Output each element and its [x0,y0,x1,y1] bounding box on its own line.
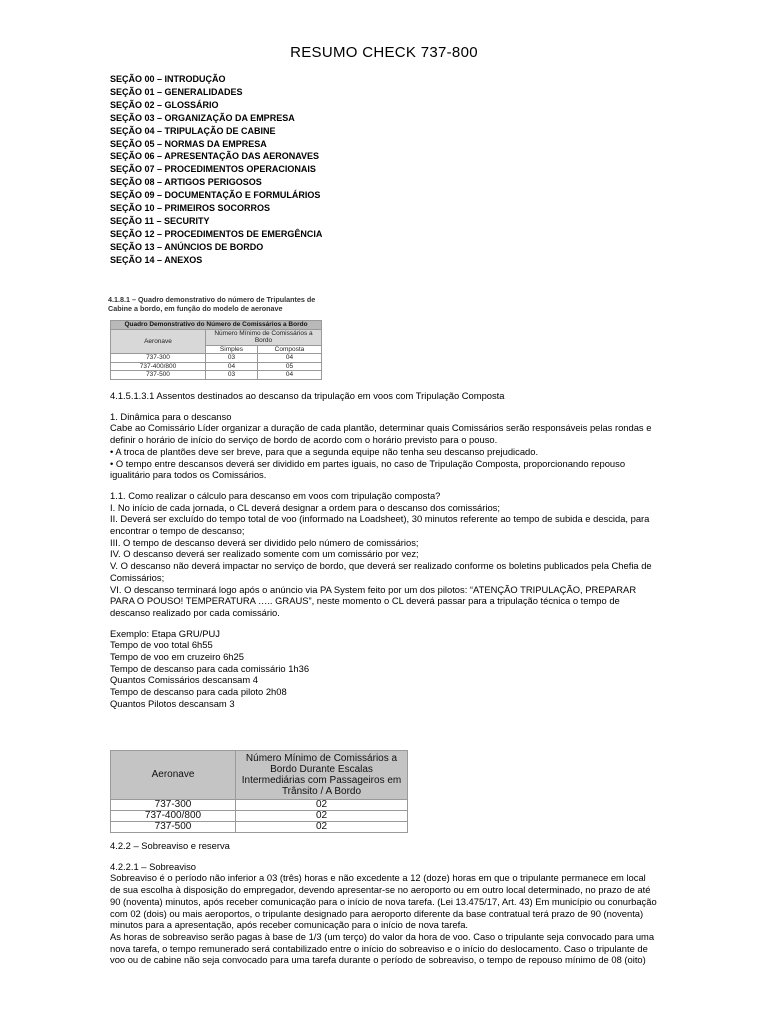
toc-item: SEÇÃO 02 – GLOSSÁRIO [110,99,219,110]
toc-item: SEÇÃO 08 – ARTIGOS PERIGOSOS [110,177,262,188]
toc-item: SEÇÃO 05 – NORMAS DA EMPRESA [110,138,267,149]
table-cell: 04 [257,354,321,363]
table1-col-aeronave: Aeronave [111,329,206,354]
list-item: II. Deverá ser excluído do tempo total de voo (informado na Loadsheet), 30 minutos referente ao tempo de subida e descida, para encontrar o tempo de descanso; [110,513,650,537]
toc-item: SEÇÃO 09 – DOCUMENTAÇÃO E FORMULÁRIOS [110,190,321,201]
section-heading: 4.2.2 – Sobreaviso e reserva [110,840,230,851]
paragraph: Sobreaviso é o período não inferior a 03 (três) horas e não excedente a 12 (doze) horas em que o tripulante permanece em local de sua escolha à disposição do empregador, devendo apresentar-se no aeroporto ou em outro local determinado, no prazo de até 90 (noventa) minutos, após receber comunicação para o início de nova tarefa. (Lei 13.475/17, Art. 43) Em município ou conurbação com 02 (dois) ou mais aeroportos, o tripulante designado para aeroporto diferente da base contratual terá prazo de 90 (noventa) minutos para a apresentação, após receber comunicação para o início de nova tarefa. [110,872,657,931]
table1-caption: 4.1.8.1 – Quadro demonstrativo do número de Tripulantes de Cabine a bordo, em função do modelo de aeronave [108,295,316,313]
table-of-contents [110,73,322,267]
example-line: Tempo de descanso para cada comissário 1h36 [110,662,310,674]
example-line: Quantos Pilotos descansam 3 [110,697,235,709]
table-cell: 04 [206,362,258,371]
table-cell: 737-400/800 [111,362,206,371]
table-cell: 04 [257,371,321,380]
toc-item: SEÇÃO 13 – ANÚNCIOS DE BORDO [110,241,264,252]
table2-col-aeronave: Aeronave [111,751,236,800]
table1-header: Quadro Demonstrativo do Número de Comissários a Bordo [111,321,322,330]
table1-col-composta: Composta [257,345,321,354]
rest-section [110,390,658,710]
paragraph: As horas de sobreaviso serão pagas à base de 1/3 (um terço) do valor da hora de voo. Caso o tripulante seja convocado para uma nova tarefa, o tempo remunerado será contabilizado entre o início do sobreaviso e o início do deslocamento. Caso o tripulante de voo ou de cabine não seja convocado para uma tarefa durante o período de sobreaviso, o tempo de repouso mínimo de 08 (oito) [110,930,655,966]
table-cell: 737-500 [111,371,206,380]
subsection-heading: 1. Dinâmica para o descanso [110,410,232,422]
list-item: V. O descanso não deverá impactar no serviço de bordo, que deverá ser realizado conforme os boletins publicados pela Chefia de Comissários; [110,560,652,583]
toc-item: SEÇÃO 14 – ANEXOS [110,254,203,265]
subsection-heading: 1.1. Como realizar o cálculo para descanso em voos com tripulação composta? [110,489,441,501]
table-cell: 02 [236,811,408,822]
table1-col-minimo: Número Mínimo de Comissários a Bordo [206,329,322,345]
list-item: VI. O descanso terminará logo após o anúncio via PA System feito por um dos pilotos: “ATENÇÃO TRIPULAÇÃO, PREPARAR PARA O POUSO! TEMPERATURA ….. GRAUS”, neste momento o CL deverá passar para a tripulação técnica o tempo de descanso realizado por cada comissário. [110,583,637,618]
example-line: Tempo de descanso para cada piloto 2h08 [110,686,287,698]
table-cell: 737-400/800 [111,811,236,822]
table-cell: 737-500 [111,822,236,833]
table-cell: 02 [236,800,408,811]
table-cell: 05 [257,362,321,371]
table-row [111,371,322,380]
toc-item: SEÇÃO 00 – INTRODUÇÃO [110,74,226,84]
transit-crew-table [110,750,408,833]
table-cell: 02 [236,822,408,833]
toc-item: SEÇÃO 04 – TRIPULAÇÃO DE CABINE [110,125,276,136]
toc-item: SEÇÃO 12 – PROCEDIMENTOS DE EMERGÊNCIA [110,228,323,239]
table-cell: 03 [206,371,258,380]
page-title: RESUMO CHECK 737-800 [290,44,478,61]
paragraph: Cabe ao Comissário Líder organizar a duração de cada plantão, determinar quais Comissários serão responsáveis pelas rondas e definir o horário de início do serviço de bordo de acordo com o horário previsto para o pouso. [110,422,652,446]
list-item: IV. O descanso deverá ser realizado somente com um comissário por vez; [110,548,419,560]
table-row [111,362,322,371]
table-row [111,800,408,811]
toc-item: SEÇÃO 07 – PROCEDIMENTOS OPERACIONAIS [110,164,316,175]
table-cell: 737-300 [111,354,206,363]
example-line: Exemplo: Etapa GRU/PUJ [110,627,220,639]
table-row [111,354,322,363]
crew-count-table [110,320,322,380]
example-line: Tempo de voo em cruzeiro 6h25 [110,651,244,663]
table-row [111,822,408,833]
bullet-item: • A troca de plantões deve ser breve, para que a segunda equipe não tenha seu descanso prejudicado. [110,445,539,457]
list-item: III. O tempo de descanso deverá ser dividido pelo número de comissários; [110,536,419,548]
toc-item: SEÇÃO 11 – SECURITY [110,215,210,226]
list-item: I. No início de cada jornada, o CL deverá designar a ordem para o descanso dos comissários; [110,501,500,513]
section-heading: 4.1.5.1.3.1 Assentos destinados ao descanso da tripulação em voos com Tripulação Composta [110,390,505,401]
table1-col-simples: Simples [206,345,258,354]
toc-item: SEÇÃO 03 – ORGANIZAÇÃO DA EMPRESA [110,112,295,123]
subsection-heading: 4.2.2.1 – Sobreaviso [110,860,196,872]
toc-item: SEÇÃO 10 – PRIMEIROS SOCORROS [110,203,271,214]
toc-item: SEÇÃO 06 – APRESENTAÇÃO DAS AERONAVES [110,151,320,162]
table2-col-minimo: Número Mínimo de Comissários a Bordo Durante Escalas Intermediárias com Passageiros em Trânsito / A Bordo [236,751,408,800]
table-cell: 03 [206,354,258,363]
toc-item: SEÇÃO 01 – GENERALIDADES [110,86,243,97]
table-cell: 737-300 [111,800,236,811]
bullet-item: • O tempo entre descansos deverá ser dividido em partes iguais, no caso de Tripulação Composta, proporcionando repouso igualitário para todos os Comissários. [110,457,626,481]
example-line: Quantos Comissários descansam 4 [110,674,258,686]
example-line: Tempo de voo total 6h55 [110,639,213,651]
standby-section [110,840,658,966]
table-row [111,811,408,822]
